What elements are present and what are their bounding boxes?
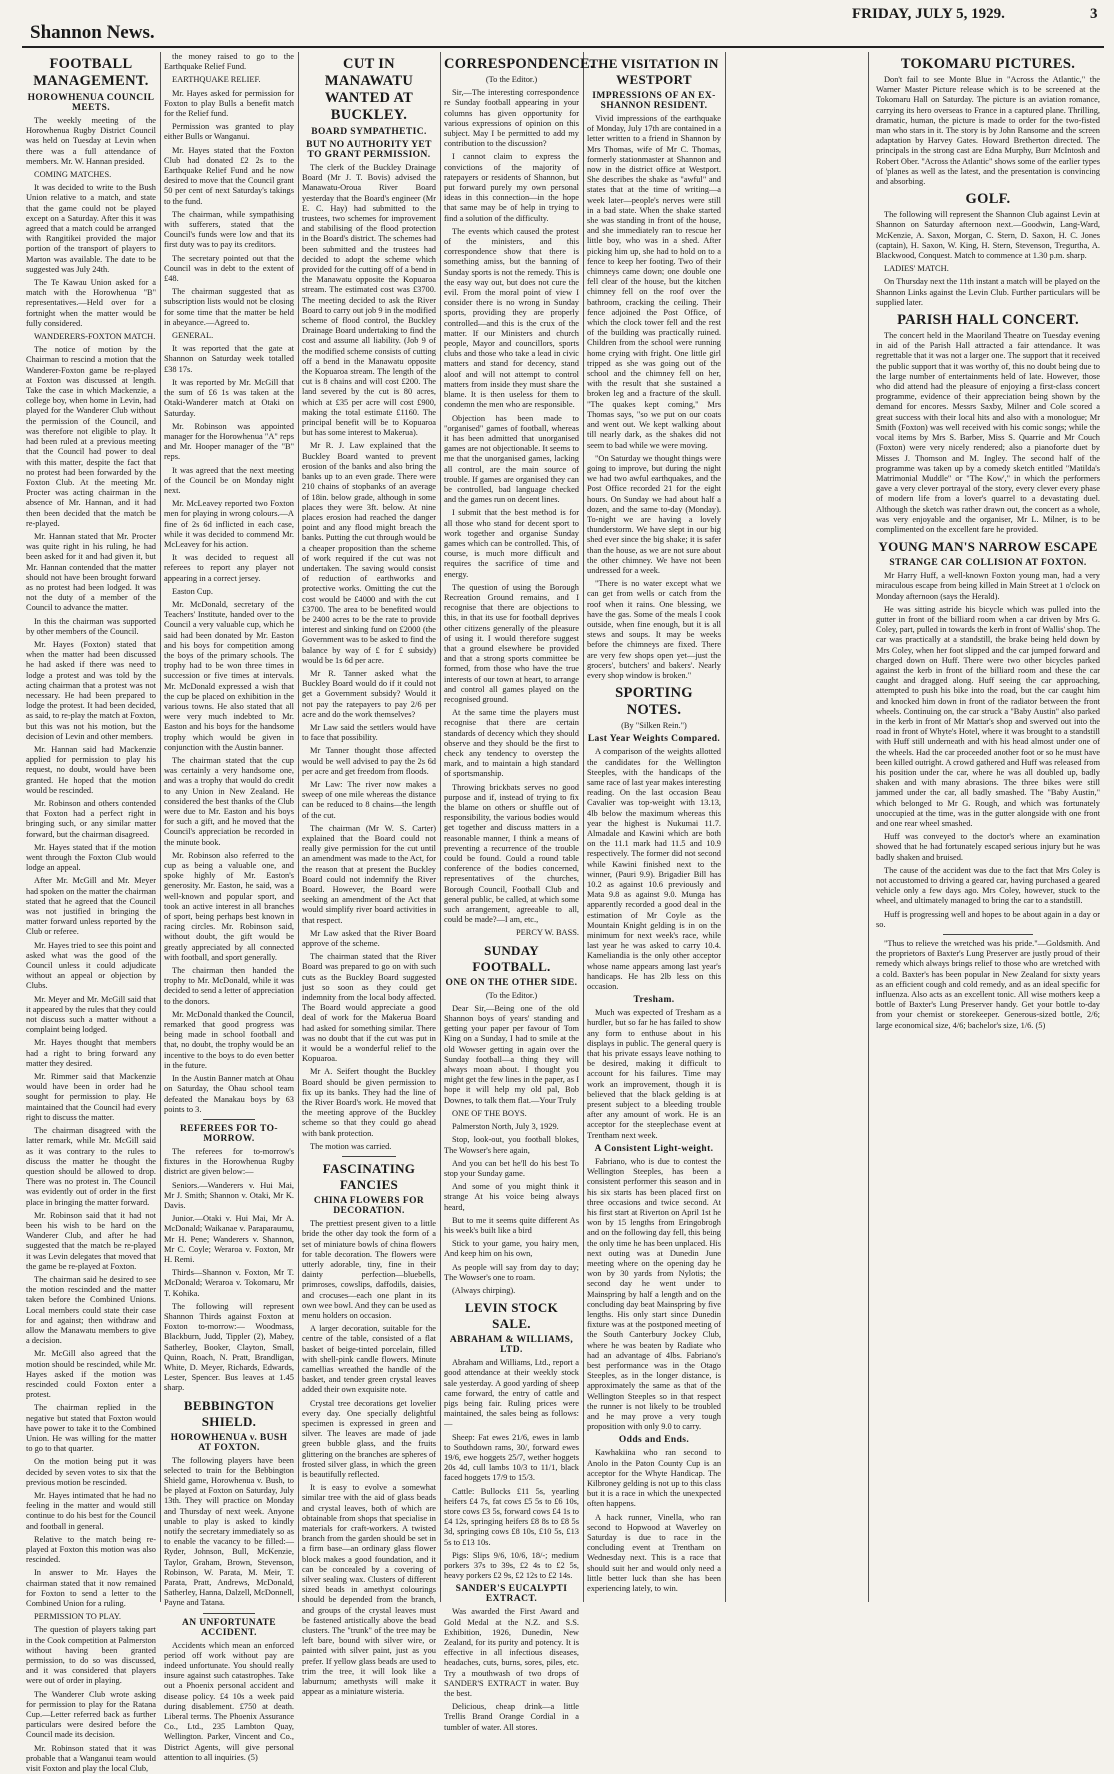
paragraph: Dear Sir,—Being one of the old Shannon boys of years' standing and getting your paper per favour of Tom King on a Sunday, I had to smile at the old Wowser getting in again over the Sunday football—a thing they will always moan about. I thought you might get the few lines in the paper, as I hope it will help my old pal, Bob Downes, to talk them flat.—Your Truly xyxy=(444,1003,579,1105)
paragraph: The chairman said he desired to see the motion rescinded and the matter taken before the Combined Unions. Local members could state their case for and against; then withdraw and allow the Manawatu members to give a decision. xyxy=(26,1274,156,1346)
manawatu-subheading-1: BOARD SYMPATHETIC. xyxy=(311,127,427,137)
paragraph: "There is no water except what we can get from wells or catch from the roof when it rains. One blessing, we have the gas. Some of the meals I cook outside, when fine enough, but it is all stews and soups. It may be weeks before the chimneys are fixed. There are very few shops open yet—just the grocers', butchers' and bakers'. Nearly every shop window is broken." xyxy=(587,579,721,680)
paragraph: The chairman, while sympathising with sufferers, stated that the Council's funds were low and that its first duty was to pay its creditors. xyxy=(164,209,294,250)
manawatu-heading: CUT IN MANAWATU WANTED AT BUCKLEY. xyxy=(324,56,414,123)
paragraph: Throwing brickbats serves no good purpose and if, instead of trying to fix the blame on others or shuffle out of responsibility, the various bodies would get together and discuss matters in a reasonable manner, I think a means of preventing a recurrence of the trouble could be found. Could a round table conference of the bodies concerned, representatives of the churches, Borough Council, Football Club and general public, be called, at which some such arrangement, agreeable to all, could be made?—I am, etc., xyxy=(444,782,579,925)
paragraph: A hack runner, Vinella, who ran second to Hopwood at Waverley on Saturday is due to race in the concluding event at Trentham on Wednesday next. This is a race that should suit her and would only need a little better luck than she has been experiencing lately, to win. xyxy=(587,1512,721,1594)
paragraph: (Always chirping). xyxy=(452,1285,516,1295)
paragraph: "On Saturday we thought things were going to improve, but during the night we had two awful earthquakes, and the Post Office recorded 21 for the eight hours. On Sunday we had about half a dozen, and the same to-day (Monday). To-night we are having a lovely thunderstorm. We have slept in our big shed ever since the big shake; it is safer than the house, as we are not sure about the other chimney. We have not been undressed for a week. xyxy=(587,453,721,575)
football-heading: FOOTBALL MANAGEMENT. xyxy=(33,56,149,89)
paragraph: Vivid impressions of the earthquake of Monday, July 17th are contained in a letter written to a friend in Shannon by Mrs Thomas, wife of Mr C. Thomas, formerly stationmaster at Shannon and now in the district office at Westport. She describes the shake as "awful" and states that at the time of writing—a week later—people's nerves were still in a bad state. When the shake started she was standing in front of the house, and she immediately ran to rescue her little boy, who was in a shed. After picking him up, she had to hold on to a fence to keep her footing. Two of their chimneys came down; one double one fell clear of the house, but the kitchen chimney fell on the roof over the bathroom, cracking the ceiling. Their fence adjoined the Post Office, of which the clock tower fell and the rest of the building was practically ruined. Children from the school were running home crying with fright. One little girl tripped as she was going out of the school and the chimney fell on her, with the result that she sustained a broken leg and a fracture of the skull. "The quakes kept coming," Mrs Thomas says, "so we put on our coats and went out. We kept walking about till nearly dark, as the shakes did not seem to bad while we were moving. xyxy=(587,114,721,450)
paragraph: Crystal tree decorations get lovelier every day. One specially delightful specimen is expressed in green and silver. The leaves are made of jade green bubble glass, and the fruits glittering on the branches are spheres of frosted silver glass, in which the green is beautifully reflected. xyxy=(302,1398,436,1479)
sporting-subheading-2: Tresham. xyxy=(633,995,675,1006)
visitation-heading: THE VISITATION IN WESTPORT xyxy=(589,56,719,87)
paragraph: Mr. Hayes intimated that he had no feeling in the matter and would still continue to do his best for the Council and football in general. xyxy=(26,1491,156,1531)
parish-body xyxy=(876,331,1100,535)
column-5 xyxy=(583,52,725,1602)
escape-subheading: STRANGE CAR COLLISION AT FOXTON. xyxy=(889,558,1087,569)
paragraph: The following will represent Shannon Thirds against Foxton at Foxton to-morrow:— Woodmass, Blackburn, Judd, Tippler (2), Mabey, Satherley, Booker, Clayton, Small, Quinn, Roach, N. Pratt, Brandligan, White, D. Meyer, Richards, Edwards, Lester, Spencer. Bus leaves at 1.45 sharp. xyxy=(164,1301,294,1393)
paragraph: The following players have been selected to train for the Bebbington Shield game, Horowhenua v. Bush, to be played at Foxton on Saturday, July 13th. They will practice on Monday and Thursday of next week. Anyone unable to play is asked to kindly notify the secretary immediately so as to enable the vacancy to be filled:— Ryder, Johnson, Bull, McKenzie, Taylor, Graham, Brown, Stevenson, Robinson, W. Parata, M. Meir, T. Parata, Pratt, Andrews, McDonald, Satherley, Hanna, Dalzell, McDonnell, Payne and Tatana. xyxy=(164,1455,294,1608)
manawatu-body xyxy=(302,163,436,1152)
paragraph: At the same time the players must recognise that there are certain standards of decency which they should observe and they should be the first to check any tendency to overstep the mark, and to maintain a high standard of sportsmanship. xyxy=(444,708,579,779)
paragraph: It was decided to request all referees to report any player not appearing in a correct jersey. xyxy=(164,553,294,583)
paragraph: Thirds—Shannon v. Foxton, Mr T. McDonald; Weraroa v. Tokomaru, Mr T. Kohika. xyxy=(164,1268,294,1298)
paragraph: The cause of the accident was due to the fact that Mrs Coley is not accustomed to driving a geared car, having purchased a geared vehicle only a few days ago. Mrs Coley, however, stuck to the wheel, and ultimately managed to bring the car to a standstill. xyxy=(876,865,1100,906)
paragraph: Easton Cup. xyxy=(172,586,213,596)
paragraph: It is easy to evolve a somewhat similar tree with the aid of glass beads and crystal leaves, both of which are obtainable from shops that specialise in materials for craft-workers. A twisted branch from the garden should be set in a firm base—an ordinary glass flower block makes a good foundation, and it can be concealed by a covering of silver sealing wax. Clusters of different sized beads in amethyst colourings should be depended from the branch, and groups of the crystal leaves must be fastened artistically above the bead clusters. The "trunk" of the tree may be left bare, bound with silver wire, or painted with silver paint, just as you prefer. If yellow glass beads are used to trim the tree, it will look like a laburnum; amethysts will make it appear as a miniature wisteria. xyxy=(302,1483,436,1697)
bebbington-body xyxy=(164,1456,294,1609)
sporting-body-4 xyxy=(587,1448,721,1594)
paragraph: The chairman then handed the trophy to Mr. McDonald, while it was decided to send a letter of appreciation to the donors. xyxy=(164,966,294,1006)
paragraph: Mr R. Tanner asked what the Buckley Board would do if it could not get a Government subsidy? Would it not pay the ratepayers to pay 2/6 per acre and do the work themselves? xyxy=(302,668,436,719)
paragraph: The weekly meeting of the Horowhenua Rugby District Council was held on Tuesday at Levin when there was a full attendance of members. Mr. W. Hannan presided. xyxy=(26,116,156,166)
paragraph: Mr. Hayes stated that if the motion went through the Foxton Club would lodge an appeal. xyxy=(26,842,156,873)
paragraph: Mr. Hayes stated that the Foxton Club had donated £2 2s to the Earthquake Relief Fund and he now desired to move that the Council grant 50 per cent of next Saturday's takings to the fund. xyxy=(164,145,294,206)
paragraph: The notice of motion by the Chairman to rescind a motion that the Wanderer-Foxton game be re-played at Foxton was discussed at length. Take the case in which Mackenzie, a college boy, when home in Levin, had played for the Wanderer Club without the permission of the Council, and was therefore not eligible to play. It had been ruled at a previous meeting that the Council had power to deal with this matter, despite the fact that no protest had been forwarded by the Foxton Club. At the meeting Mr. Procter was acting chairman in the absence of Mr. Hannan, and it had then been decided that the match be re-played. xyxy=(26,345,156,528)
levin-body xyxy=(444,1358,579,1581)
paragraph: Mr. McDonald, secretary of the Teachers' Institute, handed over to the Council a very valuable cup, which he said had been donated by Mr. Easton and his boys for competition among the boys of the primary schools. The trophy had to be won three times in succession or five times at intervals. Mr. McDonald expressed a wish that the cup be placed on exhibition in the various towns. He also stated that all were very much indebted to Mr. Easton and his boys for the handsome trophy which would be given in conjunction with the Austin banner. xyxy=(164,599,294,752)
paragraph: It was decided to write to the Bush Union relative to a match, and state that the game could not be played except on a Saturday. After this it was agreed that a match could be arranged with Rangitikei provided the major portion of the transport of players to Marton was available. The date to be suggested was July 24th. xyxy=(26,183,156,274)
to-editor-label: (To the Editor.) xyxy=(485,75,538,84)
paragraph: Huff is progressing well and hopes to be about again in a day or so. xyxy=(876,909,1100,929)
football-subheading: HOROWHENUA COUNCIL MEETS. xyxy=(27,93,155,113)
paragraph: Mr Law asked that the River Board approve of the scheme. xyxy=(302,928,436,949)
sunday-football-body xyxy=(444,1004,579,1296)
sporting-heading: SPORTING NOTES. xyxy=(615,685,693,719)
paragraph: The following will represent the Shannon Club against Levin at Shannon on Saturday afternoon next.—Goodwin, Lang-Ward, McKenzie, A. Saxon, Morgan, C. Stern, D. Saxon, H. C. Jones (captain), H. Saxon, W. King, H. Stern, Stevenson, Tregurtha, A. Blackwood, Conquest. Match to commence at 1.30 p.m. sharp. xyxy=(876,210,1100,261)
paragraph: Much was expected of Tresham as a hurdler, but so far he has failed to show any form to enthuse about in his displays in public. The general query is that his private essays leave nothing to be desired, making it difficult to account for his failures. Time may work an improvement, though it is believed that the black gelding is at present subject to a bleeding trouble after any amount of work. He is an acceptor for the steeplechase event at Trentham next week. xyxy=(587,1008,721,1140)
paragraph: The question of players taking part in the Cook competition at Palmerston without having been granted permission, to do so was discussed, and it was considered that players were out of order in playing. xyxy=(26,1625,156,1686)
sporting-body-1 xyxy=(587,747,721,992)
paragraph: It was reported that the gate at Shannon on Saturday week totalled £38 17s. xyxy=(164,344,294,374)
paragraph: Mr. McDonald thanked the Council, remarked that good progress was being made in school football and that, no doubt, the trophy would be an incentive to the boys to do even better in the future. xyxy=(164,1009,294,1070)
paragraph: Mr. Hannan said had Mackenzie applied for permission to play his request, no doubt, would have been granted. He hoped that the motion would be rescinded. xyxy=(26,744,156,795)
referees-body xyxy=(164,1147,294,1394)
paragraph: In the Austin Banner match at Ohau on Saturday, the Ohau school team defeated the Manakau boys by 63 points to 3. xyxy=(164,1074,294,1114)
paragraph: The chairman stated that the River Board was prepared to go on with such cuts as the Buckley Board suggested just so soon as they could get indemnity from the local body affected. The Board would appreciate a good deal of work for the Makerua Board had asked for something similar. There was no doubt that if the cut was put in it would be a wonderful relief to the Kopuaroa. xyxy=(302,952,436,1064)
paragraph: Don't fail to see Monte Blue in "Across the Atlantic," the Warner Master Picture release which is to be screened at the Tokomaru Hall on Saturday. The picture is an aviation romance, carrying its hero overseas to France in a captured plane. Thrilling, dramatic, human, the picture is made to order for the two-fisted man who stars in it. The story is by John Ransome and the screen adaptation by Harvey Gates. Howard Bretherton directed. The principals in the strong cast are Edna Murphy, Burr McIntosh and Robert Ober. "Across the Atlantic" shows some of the earlier types of 'planes as well as the latest, and the presentation is convincing and absorbing. xyxy=(876,75,1100,187)
sporting-byline: (By "Silken Rein.") xyxy=(621,721,687,731)
paragraph: And some of you might think it strange At his voice being always heard, xyxy=(444,1182,579,1212)
paragraph: Abraham and Williams, Ltd., report a good attendance at their weekly stock sale yesterday. A good yarding of sheep came forward, the entry of cattle and pigs being fair. Ruling prices were maintained, the sales being as follows:— xyxy=(444,1358,579,1429)
divider xyxy=(203,1119,255,1120)
paragraph: Mr Tanner thought those affected would be well advised to pay the 2s 6d per acre and get freedom from floods. xyxy=(302,746,436,776)
paragraph: Huff was conveyed to the doctor's where an examination showed that he had fortunately escaped serious injury but he was badly shaken and bruised. xyxy=(876,832,1100,862)
paragraph: The Wanderer Club wrote asking for permission to play for the Ratana Cup.—Letter referred back as further particulars were desired before the Council made its decision. xyxy=(26,1689,156,1740)
paragraph: It was reported by Mr. McGill that the sum of £6 1s was taken at the Otaki-Wanderer match at Otaki on Saturday. xyxy=(164,377,294,418)
paragraph: WANDERERS-FOXTON MATCH. xyxy=(34,332,156,342)
paragraph: Mr. Robinson also referred to the cup as being a valuable one, and spoke highly of Mr. Easton's generosity. Mr. Easton, he said, was a well-known and popular sport, and took an active interest in all branches of sport, being perhaps best known in racing circles. Mr. Robinson said, without doubt, the gift would be greatly appreciated by all connected with football, and sport generally. xyxy=(164,850,294,962)
paragraph: Relative to the match being re-played at Foxton this motion was also rescinded. xyxy=(26,1534,156,1565)
paragraph: Mr R. J. Law explained that the Buckley Board wanted to prevent erosion of the banks and also bring the banks up to an even grade. There were 210 chains of stopbanks of an average of 18in. below grade, although in some places they were 3ft. below. At nine places erosion had reached the danger point and any flood might breach the banks. Putting the cut through would be a cheaper proposition than the scheme of work required if the cut was not undertaken. The saving would consist of reduction of earthworks and protective works. Omitting the cut the cost would be £4000 and with the cut £3700. The area to be benefited would be 2400 acres to be the rate to provide interest and sinking fund on £2000 (the Government was to be asked to find the balance by way of £ for £ subsidy) would be 1s 6d per acre. xyxy=(302,441,436,665)
paragraph: Mr. Hayes asked for permission for Foxton to play Bulls a benefit match for the Relief fund. xyxy=(164,88,294,119)
paragraph: LADIES' MATCH. xyxy=(884,264,949,274)
sporting-body-2 xyxy=(587,1008,721,1141)
paragraph: The Te Kawau Union asked for a match with the Horowhenua "B" representatives.—Held over for a fortnight when the matter would be fully considered. xyxy=(26,278,156,328)
referees-heading: REFEREES FOR TO-MORROW. xyxy=(180,1123,278,1144)
parish-heading: PARISH HALL CONCERT. xyxy=(897,312,1079,329)
paragraph: Sheep: Fat ewes 21/6, ewes in lamb to Southdown rams, 30/, forward ewes 19/6, ewe hoggets 25/7, wether hoggets 20s 4d, cull lambs 10/3 to 11/1, black faced hoggets 17/9 to 15/3. xyxy=(444,1432,579,1483)
sporting-subheading-1: Last Year Weights Compared. xyxy=(587,734,721,745)
paragraph: The concert held in the Maoriland Theatre on Tuesday evening in aid of the Parish Hall attracted a fair attendance. It was regrettable that it was not a larger one. The support that it received the public support that it was worthy of, this no doubt being due to the large number of entertainments held of late. However, those who did attend had the pleasure of enjoying a first-class concert programme, evidence of their appreciation being shown by the demand for encores. Messrs Saxby, Milner and Cole scored a great success with their local hits and also with a monologue; Mr Smith (Foxton) was well received with his comic songs; while the vocal items by Mrs S. Barber, Miss S. Quarrie and Mr Couch (Foxton) were very nicely rendered; also a pianoforte duet by Misses J. Thomson and M. Ingley. The second half of the programme was taken up by a comedy sketch entitled "Matilda's Matrimonial Muddle" or "The Kow'," in which the performers gave a very clever portrayal of the story, every clever every phase of modern life from a lover's quarrel to a devastating duel. Although the sketch was rather drawn out, the concert as a whole, was very enjoyable and the organiser, Mr L. Milner, is to be complimented on the excellent fare he provided. xyxy=(876,331,1100,534)
paragraph: A comparison of the weights allotted the candidates for the Wellington Steeples, with the handicaps of the same race of last year makes interesting reading. On the last occasion Beau Cavalier was top-weight with 13.13, 4lb below the maximum whereas this year the highest is Nukumai 11.7. Almadale and Kawini which are both on the 11.1 mark had 11.5 and 10.9 respectively. The former did not second while Kawini finished next to the winner, (Pauri 9.9). Brigadier Bill has 10.2 as against 10.6 previously and Mata 9.8 as against 9.0. Munga has apparently recorded a good deal in the estimation of Mr Coyle as the Mountain Knight gelding is in on the minimum for next week's race, while last year he was asked to carry 10.4. Kameliandia is the only other acceptor whose name appears among last year's handicaps. He has 2lb less on this occasion. xyxy=(587,747,721,992)
paragraph: He was sitting astride his bicycle which was pulled into the gutter in front of the billiard room when a car driven by Mrs G. Coley, part, pulled in towards the kerb in front of Wallis' shop. The car was practically at a standstill, the brake being held down by Mrs Coley, when her foot slipped and the car jumped forward and charged down on Huff. There were two other bicycles parked against the kerb in front of the billiard room and these the car caught and dragged along. Huff seeing the car approaching, attempted to push his bike into the road, but the car caught him and knocked him down in front of the radiator between the front wheels. Continuing on, the car struck a "Baby Austin" also parked in the kerb in front of Mr Mattar's shop and swerved out into the road in front of Whyte's Hotel, where it was brought to a standstill with Huff still underneath and with his head almost under one of the wheels. Had the car proceeded another foot or so he must have been killed outright. A crowd gathered and Huff was released from his position under the car, where he was all doubled up, badly shaken and with many abrasions. The three bikes were still jammed under the car, all badly smashed. The "Baby Austin," which belonged to Mr G. Rough, and which was fortunately unoccupied at the time, was in the gutter alongside with one front and one rear wheel smashed. xyxy=(876,604,1100,828)
baxters-advert: "Thus to relieve the wretched was his pride."—Goldsmith. And the proprietors of Baxter's Lung Preserver are justly proud of their remedy which always brings relief to those who are wretched with a cold. Baxter's has been popular in New Zealand for sixty years as an efficient cough and cold remedy, and as an ideal specific for influenza. Also acts as an excellent tonic. All wise mothers keep a bottle of Baxter's Lung Preserver handy. Get your bottle to-day from your chemist or storekeeper. Generous-sized bottle, 2/6; large economical size, 4/6; bachelor's size, 1/6. (5) xyxy=(876,939,1100,1030)
paragraph: Fabriano, who is due to contest the Wellington Steeples, has been a consistent performer this season and in his six starts has been placed first on three occasions and twice second. At his first start at Riverton on April 1st he won by 15 lengths from Eringobrogh and on the following day fell, this being the only time he has been unplaced. His next outing was at Dunedin June meeting where on the opening day he won by 30 yards from Nylotis; the second day he went under to Mainspring by half a length and on the concluding day beat Mainspring by five lengths. His only start since Dunedin fixture was at the postponed meeting of the South Canterbury Jockey Club, where he was beaten by Radiate who had an advantage of 4lbs. Fabriano's best performance was in the Otago Steeples, as in the longer distance, is approximately the same as that of the Wellington Steeples so in that respect the runner is not likely to be troubled and he may prove a very tough proposition with only 9.0 to carry. xyxy=(587,1156,721,1432)
masthead-rule xyxy=(22,46,1104,48)
levin-heading: LEVIN STOCK SALE. xyxy=(464,1300,558,1332)
paragraph: But to me it seems quite different As his week's built like a bird xyxy=(444,1215,579,1235)
paragraph: ONE OF THE BOYS. xyxy=(452,1108,527,1118)
accident-heading: AN UNFORTUNATE ACCIDENT. xyxy=(181,1617,277,1638)
paragraph: It was agreed that the next meeting of the Council be on Monday night next. xyxy=(164,465,294,495)
sunday-football-heading: SUNDAY FOOTBALL. xyxy=(472,942,551,974)
paragraph: GENERAL. xyxy=(172,331,214,341)
paragraph: The clerk of the Buckley Drainage Board (Mr J. T. Bovis) advised the Manawatu-Oroua River Board yesterday that the Board's engineer (Mr E. C. Hay) had submitted to the trustees, two schemes for improvement and stabilising of the flood protection in the Board's district. The schemes had been submitted and the trustees had decided to adopt the scheme which provided for the cutting off of a bend in the Manawatu opposite the Kopuaroa stream. The estimated cost was £3700. The meeting decided to ask the River Board to carry out job 9 in the modified scheme of flood control, the Buckley Drainage Board undertaking to find the cost and assume all liability. (Job 9 of the modified scheme consists of cutting off a bend in the Manawatu opposite the Kopuaroa stream. The length of the cut is 8 chains and will cost £200. The land severed by the cut is 80 acres, which at £35 per acre will cost £900, making the total estimate £1160. The principal benefit will be to Kopuaroa but has some interest to Makerua). xyxy=(302,163,436,438)
paragraph: Mr. Hannan stated that Mr. Procter was quite right in his ruling, he had been asked for it and had given it, but Mr. Hannan contended that the matter should not have been brought forward as no protest had been lodged. It was not the duty of a member of the Council to advance the matter. xyxy=(26,531,156,613)
paragraph: Accidents which mean an enforced period off work without pay are indeed unfortunate. You should really insure against such catastrophes. Take out a Phoenix personal accident and disease policy. £4 10s a week paid during disablement. £750 at death. Liberal terms. The Phoenix Assurance Co., Ltd., 235 Lambton Quay, Wellington. Parker, Vincent and Co., District Agents, will give personal attention to all inquiries. (5) xyxy=(164,1640,294,1762)
paragraph: The question of using the Borough Recreation Ground remains, and I recognise that there are objections to this, in that its use for football deprives other citizens generally of the pleasure of using it. I would therefore suggest that a ground elsewhere be provided and that a strong sports committee be formed, from those who have the true interests of our town at heart, to arrange and control all games played on the recognised ground. xyxy=(444,582,579,704)
paragraph: The chairman stated that the cup was certainly a very handsome one, and was a trophy that would do credit to any Union in New Zealand. He considered the best thanks of the Club were due to Mr. Easton and his boys for such a gift, and he moved that the Council's appreciation be recorded in the minute book. xyxy=(164,756,294,847)
paragraph: I cannot claim to express the convictions of the majority of ratepayers or residents of Shannon, but put forward purely my own personal ideas in this connection—in the hope that same may be of help in trying to find a solution of the difficulty. xyxy=(444,152,579,223)
paragraph: Sir,—The interesting correspondence re Sunday football appearing in your columns has given opportunity for various expressions of opinion on this subject. May I be permitted to add my contribution to the discussion? xyxy=(444,88,579,149)
paragraph: The referees for to-morrow's fixtures in the Horowhenua Rugby district are given below:— xyxy=(164,1146,294,1177)
paragraph: In this the chairman was supported by other members of the Council. xyxy=(26,616,156,636)
levin-subheading: ABRAHAM & WILLIAMS, LTD. xyxy=(449,1335,574,1356)
manawatu-subheading-2: BUT NO AUTHORITY YET TO GRANT PERMISSION. xyxy=(306,140,432,160)
paragraph: Palmerston North, July 3, 1929. xyxy=(452,1122,559,1132)
fancies-subheading: CHINA FLOWERS FOR DECORATION. xyxy=(313,1196,425,1217)
column-1 xyxy=(22,52,160,1774)
paragraph: On Thursday next the 11th instant a match will be played on the Shannon Links against the Levin Club. Further particulars will be supplied later. xyxy=(876,277,1100,307)
paragraph: Permission was granted to play either Bulls or Wanganui. xyxy=(164,122,294,142)
paragraph: PERMISSION TO PLAY. xyxy=(34,1612,121,1622)
paragraph: EARTHQUAKE RELIEF. xyxy=(172,75,261,85)
paragraph: The motion was carried. xyxy=(310,1141,392,1151)
visitation-subheading: IMPRESSIONS OF AN EX-SHANNON RESIDENT. xyxy=(592,91,716,111)
bebbington-subheading: HOROWHENUA v. BUSH AT FOXTON. xyxy=(170,1432,288,1453)
sanders-body xyxy=(444,1607,579,1732)
divider xyxy=(943,934,1033,935)
paragraph: The chairman replied in the negative but stated that Foxton would have power to take it to the Combined Union. He was willing for the matter to go to that quarter. xyxy=(26,1403,156,1454)
accident-body xyxy=(164,1641,294,1763)
column-rule xyxy=(725,52,726,1602)
paragraph: Mr. McLeavey reported two Foxton men for playing in wrong colours.—A fine of 2s 6d inflicted in each case, while it was decided to commend Mr. McLeavey for his action. xyxy=(164,499,294,549)
paragraph: Mr. Rimmer said that Mackenzie would have been in order had he sought for permission to play. He maintained that the Council had every right to discuss the matter. xyxy=(26,1072,156,1122)
paragraph: In answer to Mr. Hayes the chairman stated that it now remained for Foxton to send a letter to the Combined Union for a ruling. xyxy=(26,1568,156,1609)
divider xyxy=(342,1156,396,1157)
paragraph: Mr Harry Huff, a well-known Foxton young man, had a very miraculous escape from being killed in Main Street at 1 o'clock on Monday afternoon (says the Herald). xyxy=(876,571,1100,601)
page-number: 3 xyxy=(1090,6,1098,22)
paragraph: Delicious, cheap drink—a little Trellis Brand Orange Cordial in a tumbler of water. All stores. xyxy=(444,1702,579,1732)
paragraph: The events which caused the protest of the ministers, and this correspondence show that there is something amiss, but the banning of Sunday sports is not the remedy. This is the easy way out, but does not cure the evil. From the moral point of view I consider there is no wrong in Sunday sports, providing they are properly controlled—and this is the crux of the matter. If our Ministers and church people, Mayor and councillors, sports clubs and those who take a lead in civic matters and stand for decency, stand aloof and will not attempt to control matters from inside they must share the blame. It is then useless for them to condemn the men who are responsible. xyxy=(444,226,579,410)
paragraph: Mr A. Seifert thought the Buckley Board should be given permission to fix up its banks. They had the line of the River Board's work. He moved that the meeting approve of the Buckley scheme so that they could go ahead with bank protection. xyxy=(302,1067,436,1138)
fancies-body xyxy=(302,1219,436,1697)
to-editor-label: (To the Editor.) xyxy=(485,990,538,1000)
paragraph: After Mr. McGill and Mr. Meyer had spoken on the matter the chairman stated that he agreed that the Council was not justified in bringing the matter forward unless reported by the Club or referee. xyxy=(26,876,156,937)
golf-heading: GOLF. xyxy=(965,191,1011,208)
sporting-subheading-3: A Consistent Light-weight. xyxy=(594,1143,714,1154)
column-4 xyxy=(440,52,594,1732)
paragraph: Cattle: Bullocks £11 5s, yearling heifers £4 7s, fat cows £5 5s to £6 10s, store cows £3 5s, forward cows £4 1s to £4 12s, springing heifers £8 8s to £8 5s 3d, springing cows £8 10s, £10 5s, £13 5s to £13 10s. xyxy=(444,1486,579,1547)
paragraph: Mr. McGill also agreed that the motion should be rescinded, while Mr. Hayes asked if the motion was rescinded could Foxton enter a protest. xyxy=(26,1349,156,1400)
paragraph: Kawhakiina who ran second to Anolo in the Paton County Cup is an acceptor for the Whyte Handicap. The Kilbroney gelding is not up to this class but it is a race in which the unexpected often happens. xyxy=(587,1448,721,1509)
paragraph: Was awarded the First Award and Gold Medal at the N.Z. and S.S. Exhibition, 1926, Dunedin, New Zealand, for its purity and potency. It is effective in all infectious diseases, headaches, cuts, burns, sores, piles, etc. Try a mouthwash of two drops of SANDER'S EXTRACT in water. Buy the best. xyxy=(444,1607,579,1699)
paragraph: The prettiest present given to a little bride the other day took the form of a set of miniature bowls of china flowers for table decoration. The flowers were utterly adorable, tiny, fine in their dainty perfection—bluebells, primroses, cowslips, daffodils, daisies, and crocuses—each one plant in its own wee bowl. And they can be used as menu holders on occasion. xyxy=(302,1219,436,1320)
paragraph: The chairman suggested that as subscription lists would not be closing for some time that the matter be held in abeyance.—Agreed to. xyxy=(164,287,294,327)
paragraph: Stick to your game, you hairy men, And keep him on his own, xyxy=(444,1239,579,1259)
correspondence-body xyxy=(444,88,579,925)
paragraph: As people will say from day to day; The Wowser's one to roam. xyxy=(444,1262,579,1282)
paper-title: Shannon News. xyxy=(30,22,155,43)
paragraph: The chairman (Mr W. S. Carter) explained that the Board could not really give permission for the cut until an amendment was made to the Act, for the reason that at present the Buckley Board could not indemnify the River Board. However, the Board were seeking an amendment of the Act that would simplify river board activities in that respect. xyxy=(302,823,436,925)
paragraph: A larger decoration, suitable for the centre of the table, consisted of a flat basket of beige-tinted porcelain, filled with shell-pink candle flowers. Minute camellias wreathed the handle of the basket, and tender green crystal leaves added their own exquisite note. xyxy=(302,1324,436,1395)
tokomaru-heading: TOKOMARU PICTURES. xyxy=(900,56,1076,72)
visitation-body xyxy=(587,114,721,681)
paragraph: Mr. Robinson said that it had not been his wish to be hard on the Wanderer Club, and after he had suggested that the match be re-played it was Levin delegates that moved that the game be re-played at Foxton. xyxy=(26,1210,156,1271)
tokomaru-body xyxy=(876,75,1100,187)
paragraph: Mr. Meyer and Mr. McGill said that it appeared by the rules that they could not discuss such a matter without a complaint being lodged. xyxy=(26,994,157,1035)
paragraph: Mr. Robinson and others contended that Foxton had a perfect right in bringing such, or any similar matter forward, but the chairman disagreed. xyxy=(26,799,156,839)
issue-date: FRIDAY, JULY 5, 1929. xyxy=(852,6,1005,22)
paragraph: Mr. Hayes (Foxton) stated that when the matter had been discussed he had asked if there was need to lodge a protest and was told by the acting chairman that a protest was not necessary. He had been prepared to lodge the protest. It had been decided, as said, to re-play the match at Foxton, but this was not his motion, but the decision of Levin and other members. xyxy=(26,639,157,741)
paragraph: Mr. Hayes thought that members had a right to bring forward any matter they desired. xyxy=(26,1038,156,1068)
paragraph: Junior.—Otaki v. Hui Mai, Mr A. McDonald; Waikanae v. Paraparaumu, Mr H. Pene; Wanderers v. Shannon, Mr C. Coyle; Weraroa v. Foxton, Mr H. Remi. xyxy=(164,1214,294,1264)
paragraph: Mr. Robinson was appointed manager for the Horowhenua "A" reps and Mr. Hooper manager of the "B" reps. xyxy=(164,421,294,462)
column-2 xyxy=(160,52,298,1762)
bebbington-heading: BEBBINGTON SHIELD. xyxy=(183,1397,275,1429)
fancies-heading: FASCINATING FANCIES xyxy=(322,1161,416,1193)
paragraph: Pigs: Slips 9/6, 10/6, 18/-; medium porkers 37s to 39s, £2 4s to £2 5s, heavy porkers £2 9s, £2 12s to £2 14s. xyxy=(444,1550,579,1581)
escape-heading: YOUNG MAN'S NARROW ESCAPE xyxy=(878,539,1098,555)
column-3 xyxy=(298,52,440,1697)
masthead xyxy=(0,0,1114,50)
golf-body xyxy=(876,210,1100,308)
football-body xyxy=(26,116,156,1774)
paragraph: Stop, look-out, you football blokes, The Wowser's here again, xyxy=(444,1135,579,1155)
sporting-subheading-4: Odds and Ends. xyxy=(618,1435,690,1446)
paragraph: COMING MATCHES. xyxy=(34,170,112,180)
escape-body xyxy=(876,571,1100,930)
paragraph: Mr Law: The river now makes a sweep of one mile whereas the distance can be reduced to 8 chains—the length of the cut. xyxy=(302,779,436,820)
sunday-football-subheading: ONE ON THE OTHER SIDE. xyxy=(445,977,578,988)
paragraph: I submit that the best method is for all those who stand for decent sport to work together and organise Sunday games which can be controlled. This, of course, is much more difficult and requires the sacrifice of time and energy. xyxy=(444,508,579,579)
correspondence-signoff: PERCY W. BASS. xyxy=(516,928,579,938)
sanders-heading: SANDER'S EUCALYPTI EXTRACT. xyxy=(455,1584,568,1605)
correspondence-heading: CORRESPONDENCE. xyxy=(444,56,594,72)
paragraph: On the motion being put it was decided by seven votes to six that the previous motion be rescinded. xyxy=(26,1457,156,1487)
sporting-body-3 xyxy=(587,1157,721,1432)
column-6 xyxy=(868,52,1104,1602)
paragraph: And you can bet he'll do his best To stop your Sunday game. xyxy=(444,1158,579,1178)
paragraph: Mr. Robinson stated that it was probable that a Wanganui team would visit Foxton and play the local Club, xyxy=(26,1743,156,1774)
paragraph: The chairman disagreed with the latter remark, while Mr. McGill said as it was contrary to the rules to discuss the matter he thought the question should be allowed to drop. There was no protest in. The Council was evidently out of order in the first place in bringing the matter forward. xyxy=(26,1126,156,1207)
paragraph: the money raised to go to the Earthquake Relief Fund. xyxy=(164,52,294,72)
football-body-cont xyxy=(164,52,294,1115)
paragraph: The secretary pointed out that the Council was in debt to the extent of £48. xyxy=(164,253,294,284)
paragraph: Mr Law said the settlers would have to face that possibility. xyxy=(302,722,436,743)
paragraph: Seniors.—Wanderers v. Hui Mai, Mr J. Smith; Shannon v. Otaki, Mr K. Davis. xyxy=(164,1180,294,1210)
divider xyxy=(203,1613,255,1614)
paragraph: Objection has been made to "organised" games of football, whereas it has been admitted that unorganised games are not objectionable. It seems to me that the unorganised games, lacking all control, are the main source of trouble. If games are organised they can be controlled, bad language checked and the games run on decent lines. xyxy=(444,413,579,505)
paragraph: Mr. Hayes tried to see this point and asked what was the good of the Council unless it could adjudicate without an appeal or objection by Clubs. xyxy=(26,940,156,991)
